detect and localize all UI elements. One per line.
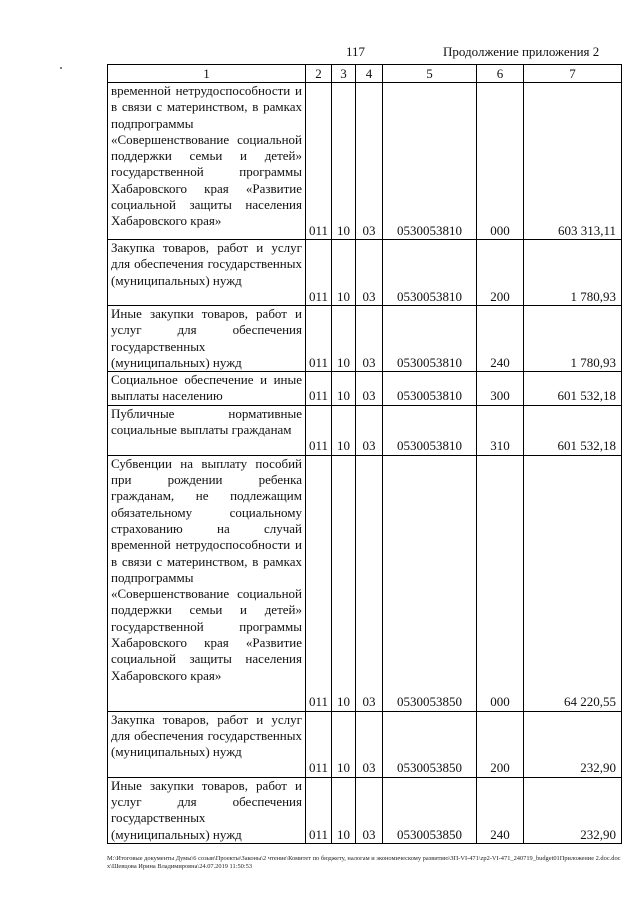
section-code: 10	[332, 372, 356, 406]
target-code: 0530053810	[383, 83, 477, 240]
row-name: Иные закупки товаров, работ и услуг для обеспечения государственных (муниципальных) нужд	[108, 777, 306, 843]
expense-type-code: 000	[477, 455, 524, 711]
column-header: 6	[477, 65, 524, 83]
column-number-row	[108, 65, 622, 83]
section-code: 10	[332, 455, 356, 711]
column-header: 7	[524, 65, 622, 83]
section-code: 10	[332, 405, 356, 455]
subsection-code: 03	[356, 372, 383, 406]
target-code: 0530053810	[383, 405, 477, 455]
subsection-code: 03	[356, 455, 383, 711]
section-code: 10	[332, 240, 356, 306]
table-row	[108, 306, 622, 372]
expense-type-code: 200	[477, 711, 524, 777]
target-code: 0530053850	[383, 711, 477, 777]
section-code: 10	[332, 306, 356, 372]
column-header: 2	[306, 65, 332, 83]
subsection-code: 03	[356, 405, 383, 455]
table-row	[108, 711, 622, 777]
target-code: 0530053850	[383, 455, 477, 711]
subsection-code: 03	[356, 83, 383, 240]
table-row	[108, 240, 622, 306]
table-row	[108, 777, 622, 843]
expense-type-code: 240	[477, 777, 524, 843]
amount: 232,90	[524, 777, 622, 843]
row-name: Публичные нормативные социальные выплаты гражданам	[108, 405, 306, 455]
target-code: 0530053810	[383, 240, 477, 306]
amount: 1 780,93	[524, 306, 622, 372]
section-code: 10	[332, 83, 356, 240]
budget-table	[107, 64, 622, 844]
ministry-code: 011	[306, 777, 332, 843]
column-header: 4	[356, 65, 383, 83]
expense-type-code: 300	[477, 372, 524, 406]
margin-dot	[60, 67, 62, 69]
expense-type-code: 200	[477, 240, 524, 306]
subsection-code: 03	[356, 711, 383, 777]
expense-type-code: 310	[477, 405, 524, 455]
column-header: 3	[332, 65, 356, 83]
row-name: Закупка товаров, работ и услуг для обеспечения государственных (муниципальных) нужд	[108, 711, 306, 777]
row-name: Субвенции на выплату пособий при рождении ребенка гражданам, не подлежащим обязательному социальному страхованию на случай временной нетрудоспособности и в связи с материнством, в рамках подпрограммы «Совершенствование социальной поддержки семьи и детей» государственной программы Хабаровского края «Развитие социальной защиты населения Хабаровского края»	[108, 455, 306, 711]
row-name: Закупка товаров, работ и услуг для обеспечения государственных (муниципальных) нужд	[108, 240, 306, 306]
row-name: Иные закупки товаров, работ и услуг для обеспечения государственных (муниципальных) нужд	[108, 306, 306, 372]
ministry-code: 011	[306, 306, 332, 372]
amount: 1 780,93	[524, 240, 622, 306]
target-code: 0530053810	[383, 306, 477, 372]
amount: 603 313,11	[524, 83, 622, 240]
target-code: 0530053810	[383, 372, 477, 406]
ministry-code: 011	[306, 240, 332, 306]
ministry-code: 011	[306, 405, 332, 455]
row-name: Социальное обеспечение и иные выплаты населению	[108, 372, 306, 406]
column-header: 1	[108, 65, 306, 83]
amount: 232,90	[524, 711, 622, 777]
table-row	[108, 405, 622, 455]
column-header: 5	[383, 65, 477, 83]
subsection-code: 03	[356, 306, 383, 372]
subsection-code: 03	[356, 777, 383, 843]
table-row	[108, 455, 622, 711]
subsection-code: 03	[356, 240, 383, 306]
page-number: 117	[346, 44, 366, 59]
page-header	[0, 44, 640, 62]
amount: 64 220,55	[524, 455, 622, 711]
row-name: временной нетрудоспособности и в связи с материнством, в рамках подпрограммы «Совершенствование социальной поддержки семьи и детей» государственной программы Хабаровского края «Развитие социальной защиты населения Хабаровского края»	[108, 83, 306, 240]
table-row	[108, 83, 622, 240]
ministry-code: 011	[306, 455, 332, 711]
amount: 601 532,18	[524, 372, 622, 406]
section-code: 10	[332, 777, 356, 843]
target-code: 0530053850	[383, 777, 477, 843]
ministry-code: 011	[306, 83, 332, 240]
section-code: 10	[332, 711, 356, 777]
continuation-label: Продолжение приложения 2	[443, 44, 600, 59]
ministry-code: 011	[306, 372, 332, 406]
table-row	[108, 372, 622, 406]
expense-type-code: 000	[477, 83, 524, 240]
amount: 601 532,18	[524, 405, 622, 455]
file-path-footer: M:\Итоговые документы Думы\6 созыв\Проекты\Законы\2 чтение\Комитет по бюджету, налогам и экономическому развитию\ЗП-VI-471\zp2-VI-471_240719_budget01Приложение 2.doc.docx\Шевцова Ирина Владимировна\24.07.2019 11:50:53	[107, 855, 621, 870]
ministry-code: 011	[306, 711, 332, 777]
expense-type-code: 240	[477, 306, 524, 372]
